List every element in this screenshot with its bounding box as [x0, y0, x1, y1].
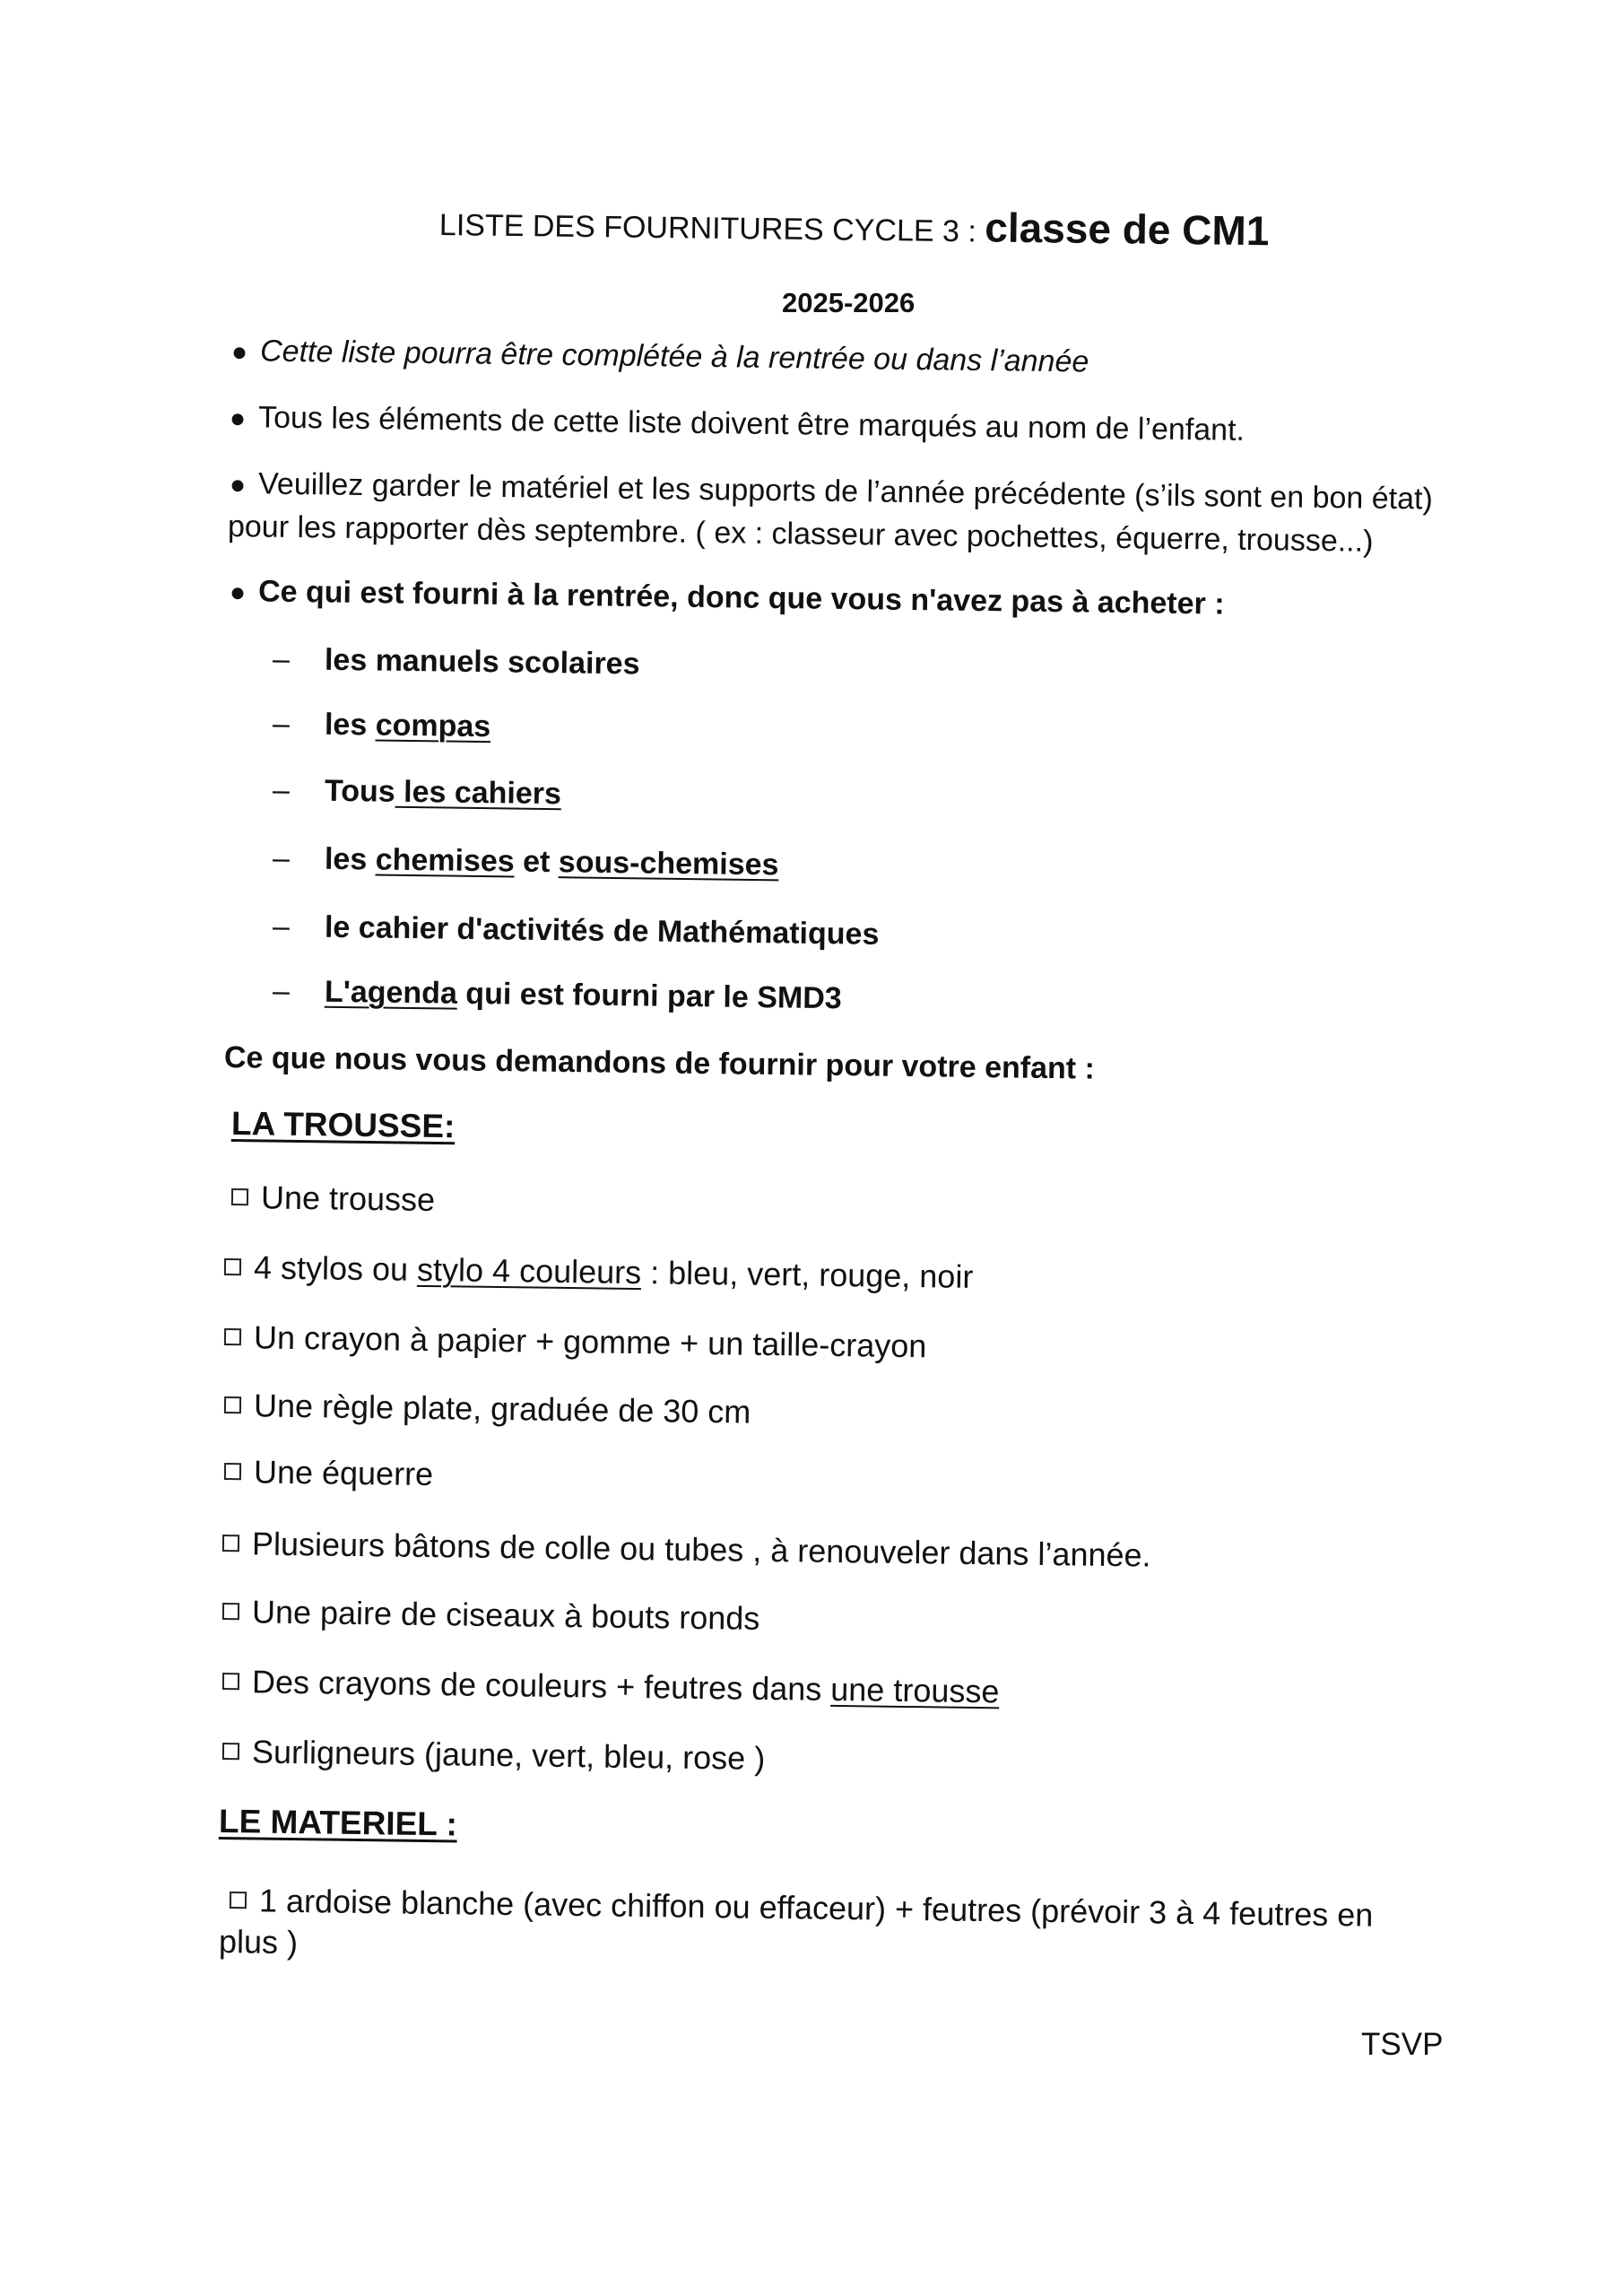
checkbox-icon — [222, 1535, 239, 1552]
section-heading-trousse: LA TROUSSE: — [230, 1105, 456, 1145]
trousse-item: Des crayons de couleurs + feutres dans une trousse — [222, 1663, 1000, 1710]
trousse-item: Une paire de ciseaux à bouts ronds — [222, 1593, 760, 1637]
bullet-icon: ● — [229, 404, 247, 434]
turn-over-note: TSVP — [1361, 2027, 1444, 2062]
checkbox-icon — [222, 1743, 239, 1760]
bullet-icon: ● — [229, 470, 247, 500]
provided-item-agenda: – L'agenda qui est fourni par le SMD3 — [272, 974, 842, 1016]
checkbox-icon — [224, 1463, 241, 1480]
trousse-item: Une règle plate, graduée de 30 cm — [224, 1387, 751, 1431]
checkbox-icon — [224, 1328, 241, 1345]
bullet-icon: ● — [229, 578, 247, 608]
section-heading-materiel: LE MATERIEL : — [218, 1803, 458, 1843]
checkbox-icon — [224, 1396, 241, 1413]
checkbox-icon — [222, 1603, 239, 1620]
checkbox-icon — [230, 1892, 247, 1909]
trousse-item: Surligneurs (jaune, vert, bleu, rose ) — [222, 1733, 766, 1777]
provided-item-chemises: – les chemises et sous-chemises — [272, 841, 779, 883]
bullet-icon: ● — [230, 337, 248, 368]
trousse-item: Une équerre — [224, 1453, 434, 1492]
trousse-item: Plusieurs bâtons de colle ou tubes , à renouveler dans l’année. — [222, 1525, 1151, 1574]
provided-item-cahier-maths: – le cahier d'activités de Mathématiques — [272, 909, 880, 952]
intro-bullet-2: ● Tous les éléments de cette liste doivent être marqués au nom de l’enfant. — [229, 400, 1245, 448]
intro-bullet-3: ● Veuillez garder le matériel et les supports de l’année précédente (s’ils sont en bon état) — [229, 466, 1434, 517]
intro-bullet-3-cont: pour les rapporter dès septembre. ( ex : classeur avec pochettes, équerre, trousse...) — [227, 509, 1374, 559]
provided-item-compas: – les compas — [272, 707, 491, 744]
checkbox-icon — [231, 1188, 248, 1205]
checkbox-icon — [224, 1258, 241, 1275]
intro-bullet-4: ● Ce qui est fourni à la rentrée, donc que vous n'avez pas à acheter : — [229, 574, 1225, 622]
trousse-item: Un crayon à papier + gomme + un taille-crayon — [224, 1318, 927, 1365]
checkbox-icon — [222, 1673, 239, 1690]
title-class: classe de CM1 — [985, 204, 1270, 255]
materiel-item-cont: plus ) — [218, 1923, 299, 1961]
trousse-item: 4 stylos ou stylo 4 couleurs : bleu, vert, rouge, noir — [224, 1248, 974, 1295]
title-prefix: LISTE DES FOURNITURES CYCLE 3 : — [438, 208, 977, 249]
request-intro: Ce que nous vous demandons de fournir pour votre enfant : — [223, 1040, 1096, 1086]
document-title — [439, 197, 1270, 255]
materiel-item: 1 ardoise blanche (avec chiffon ou effaceur) + feutres (prévoir 3 à 4 feutres en — [230, 1882, 1374, 1934]
provided-item-manuels: – les manuels scolaires — [272, 642, 640, 682]
intro-bullet-1: ● Cette liste pourra être complétée à la rentrée ou dans l’année — [230, 334, 1089, 379]
trousse-item: Une trousse — [231, 1178, 436, 1218]
provided-item-cahiers: – Tous les cahiers — [272, 773, 562, 812]
school-year: 2025-2026 — [782, 287, 916, 318]
